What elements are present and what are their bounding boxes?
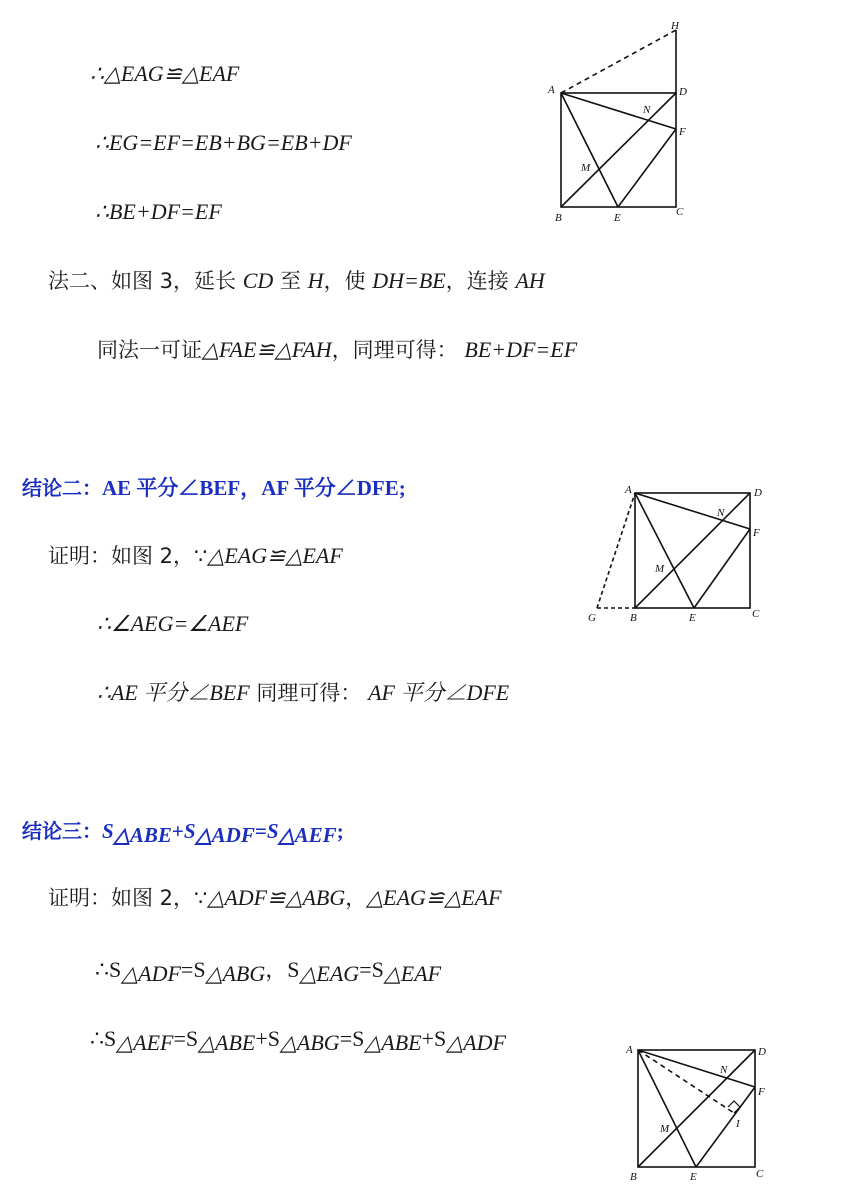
c3-l3-a: ∴S bbox=[90, 1026, 117, 1051]
method2-line-1 bbox=[48, 267, 545, 295]
label-d: D bbox=[754, 487, 762, 499]
conclusion3-heading-end: ; bbox=[336, 819, 344, 843]
method2-line2-d: BE+DF=EF bbox=[464, 337, 578, 362]
segment-ah-dashed bbox=[561, 30, 676, 93]
conclusion3-heading bbox=[22, 817, 344, 849]
c3-l3-e: +S bbox=[421, 1026, 447, 1051]
conclusion3-proof-line-3 bbox=[90, 1025, 506, 1057]
label-b: B bbox=[630, 1171, 637, 1183]
conclusion2-proof-a: 证明：如图 2，∵ bbox=[48, 544, 208, 568]
conclusion3-heading-sub3: △AEF bbox=[278, 823, 337, 847]
label-n: N bbox=[643, 104, 651, 116]
label-h: H bbox=[671, 20, 679, 32]
label-a: A bbox=[626, 1044, 633, 1056]
c3-l3-sub1: △AEF bbox=[116, 1030, 174, 1055]
label-e: E bbox=[689, 612, 696, 624]
method1-line-3 bbox=[95, 198, 222, 226]
diagonal-bd bbox=[561, 93, 676, 207]
method2-text-g: ，连接 bbox=[445, 269, 509, 293]
c3-l2-sub2: △ABG bbox=[205, 961, 266, 986]
segment-ef bbox=[696, 1087, 755, 1167]
method2-text-a: 法二、如图 3，延长 bbox=[48, 269, 237, 293]
method2-text-d: H bbox=[307, 268, 324, 293]
c3-l3-sub5: △ADF bbox=[446, 1030, 506, 1055]
method1-line-1-text: ∴△EAG≌△EAF bbox=[90, 61, 240, 86]
conclusion3-proof-c: ， bbox=[345, 886, 367, 910]
label-d: D bbox=[679, 86, 687, 98]
label-b: B bbox=[630, 612, 637, 624]
c3-l2-sub4: △EAF bbox=[383, 961, 442, 986]
c3-l3-b: =S bbox=[173, 1026, 199, 1051]
conclusion3-proof-b: △ADF≌△ABG bbox=[207, 885, 346, 910]
c3-l2-sub3: △EAG bbox=[299, 961, 360, 986]
c3-l2-a: ∴S bbox=[95, 957, 122, 982]
c3-l2-sub1: △ADF bbox=[121, 961, 181, 986]
label-c: C bbox=[676, 206, 684, 218]
c3-l3-sub4: △ABE bbox=[364, 1030, 422, 1055]
figure-square-with-h bbox=[545, 15, 705, 230]
c3-l3-sub2: △ABE bbox=[198, 1030, 256, 1055]
c3-l3-sub3: △ABG bbox=[280, 1030, 340, 1055]
label-c: C bbox=[756, 1168, 764, 1180]
conclusion3-heading-s1: S bbox=[102, 819, 114, 843]
conclusion3-proof-d: △EAG≌△EAF bbox=[366, 885, 502, 910]
c3-l2-c: ，S bbox=[265, 957, 300, 982]
method2-text-c: 至 bbox=[279, 269, 301, 293]
segment-ga-dashed bbox=[597, 493, 635, 608]
method2-line-2 bbox=[97, 336, 577, 364]
conclusion2-proof-line-3 bbox=[97, 679, 509, 707]
method2-text-e: ，使 bbox=[323, 269, 366, 293]
segment-ae bbox=[638, 1050, 696, 1167]
conclusion3-heading-s2: S bbox=[183, 819, 196, 843]
label-m: M bbox=[581, 162, 591, 174]
c3-l2-b: =S bbox=[180, 957, 206, 982]
label-f: F bbox=[753, 527, 760, 539]
conclusion2-proof-line-1 bbox=[48, 542, 343, 570]
label-c: C bbox=[752, 608, 760, 620]
method2-text-f: DH=BE bbox=[372, 268, 446, 293]
conclusion3-heading-sub1: △ABE bbox=[113, 823, 172, 847]
conclusion2-heading bbox=[22, 474, 406, 502]
label-i: I bbox=[736, 1118, 740, 1130]
method2-line2-c: ，同理可得： bbox=[331, 338, 458, 362]
label-a: A bbox=[548, 84, 555, 96]
method1-line-3-text: ∴BE+DF=EF bbox=[95, 199, 222, 224]
method2-line2-a: 同法一可证 bbox=[97, 338, 202, 362]
conclusion2-line3-c: AF 平分∠DFE bbox=[368, 680, 510, 705]
figure-square-with-i bbox=[620, 1035, 780, 1193]
segment-ae bbox=[561, 93, 618, 207]
method2-line2-b: △FAE≌△FAH bbox=[202, 337, 332, 362]
conclusion3-heading-eq: = bbox=[254, 819, 267, 843]
label-d: D bbox=[758, 1046, 766, 1058]
conclusion3-heading-plus: + bbox=[171, 819, 184, 843]
conclusion3-heading-sub2: △ADF bbox=[195, 823, 255, 847]
conclusion3-proof-line-1 bbox=[48, 884, 502, 912]
label-a: A bbox=[625, 484, 632, 496]
conclusion2-heading-statement: AE 平分∠BEF，AF 平分∠DFE; bbox=[102, 476, 406, 500]
label-m: M bbox=[655, 563, 665, 575]
segment-ef bbox=[618, 129, 676, 207]
diagonal-bd bbox=[638, 1050, 755, 1167]
figure-square-with-g bbox=[585, 478, 770, 628]
conclusion2-proof-line-2 bbox=[97, 610, 248, 638]
segment-ae bbox=[635, 493, 694, 608]
conclusion2-heading-label: 结论二： bbox=[22, 476, 102, 500]
label-g: G bbox=[588, 612, 596, 624]
conclusion3-heading-s3: S bbox=[266, 819, 279, 843]
method1-line-1 bbox=[90, 60, 239, 88]
method1-line-2-text: ∴EG=EF=EB+BG=EB+DF bbox=[95, 130, 352, 155]
conclusion3-proof-a: 证明：如图 2，∵ bbox=[48, 886, 208, 910]
conclusion3-heading-label: 结论三： bbox=[22, 819, 102, 843]
conclusion2-line2: ∴∠AEG=∠AEF bbox=[97, 611, 249, 636]
label-f: F bbox=[679, 126, 686, 138]
method2-text-h: AH bbox=[515, 268, 545, 293]
method2-text-b: CD bbox=[242, 268, 274, 293]
label-e: E bbox=[614, 212, 621, 224]
label-n: N bbox=[717, 507, 725, 519]
conclusion2-proof-b: △EAG≌△EAF bbox=[207, 543, 343, 568]
label-f: F bbox=[758, 1086, 765, 1098]
label-e: E bbox=[690, 1171, 697, 1183]
label-b: B bbox=[555, 212, 562, 224]
label-n: N bbox=[720, 1064, 728, 1076]
conclusion3-proof-line-2 bbox=[95, 956, 441, 988]
method1-line-2 bbox=[95, 129, 352, 157]
c3-l3-d: =S bbox=[339, 1026, 365, 1051]
segment-ai-dashed bbox=[638, 1050, 734, 1113]
c3-l3-c: +S bbox=[255, 1026, 281, 1051]
c3-l2-d: =S bbox=[359, 957, 384, 982]
label-m: M bbox=[660, 1123, 670, 1135]
conclusion2-line3-b: 同理可得： bbox=[256, 681, 362, 705]
conclusion2-line3-a: ∴AE 平分∠BEF bbox=[97, 680, 250, 705]
